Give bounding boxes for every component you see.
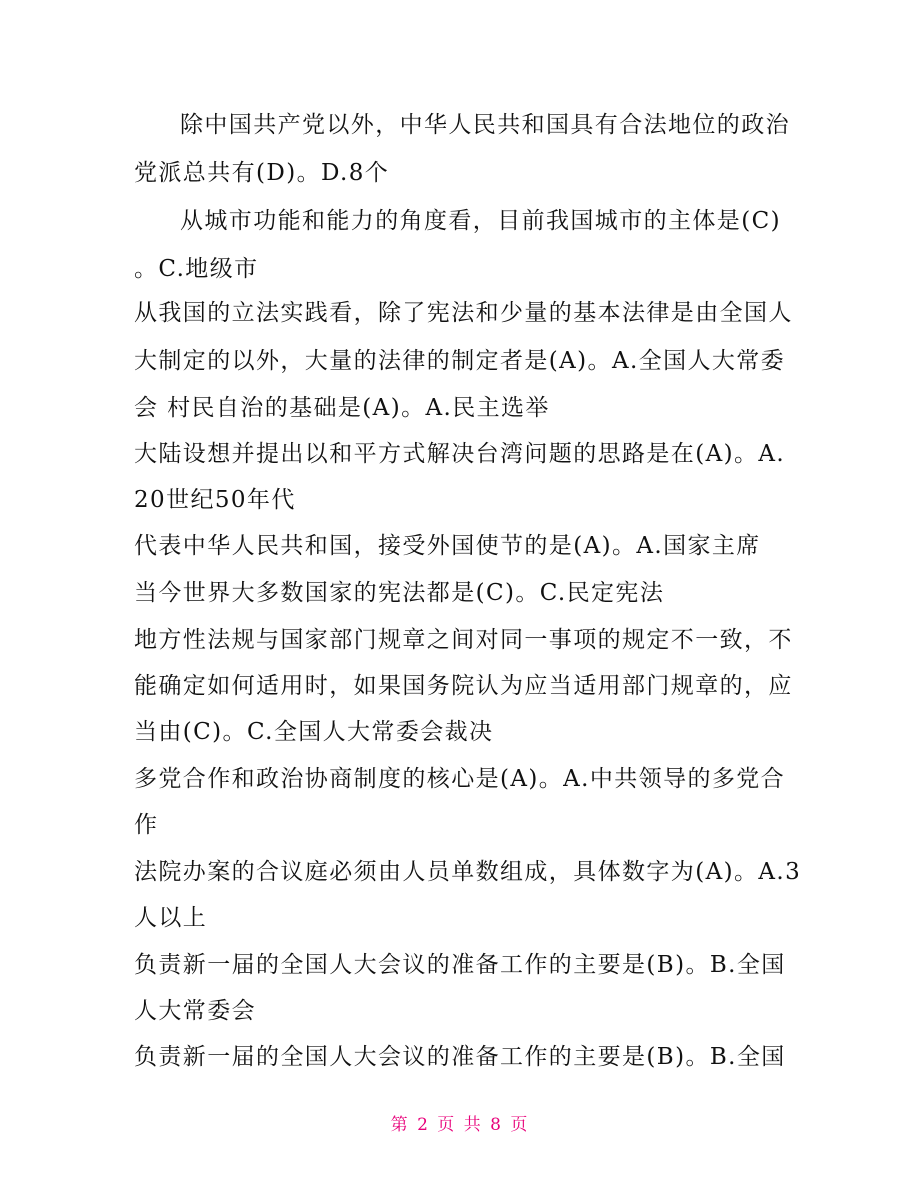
text-line-5: 从我国的立法实践看，除了宪法和少量的基本法律是由全国人 [134, 300, 793, 326]
text-line-4: 。C.地级市 [134, 256, 259, 282]
text-line-8: 大陆设想并提出以和平方式解决台湾问题的思路是在(A)。A. [134, 441, 786, 467]
text-line-21: 负责新一届的全国人大会议的准备工作的主要是(B)。B.全国 [134, 1044, 786, 1070]
text-line-3: 从城市功能和能力的角度看，目前我国城市的主体是(C) [180, 208, 781, 234]
text-line-19: 负责新一届的全国人大会议的准备工作的主要是(B)。B.全国 [134, 952, 786, 978]
text-line-6: 大制定的以外，大量的法律的制定者是(A)。A.全国人大常委 [134, 348, 786, 374]
text-line-12: 地方性法规与国家部门规章之间对同一事项的规定不一致，不 [134, 627, 793, 653]
text-line-7: 会 村民自治的基础是(A)。A.民主选举 [134, 395, 550, 421]
text-line-1: 除中国共产党以外，中华人民共和国具有合法地位的政治 [180, 112, 790, 138]
text-line-13: 能确定如何适用时，如果国务院认为应当适用部门规章的，应 [134, 673, 793, 699]
text-line-9: 20世纪50年代 [134, 487, 296, 513]
text-line-14: 当由(C)。C.全国人大常委会裁决 [134, 719, 494, 745]
text-line-16: 作 [134, 812, 159, 838]
text-line-15: 多党合作和政治协商制度的核心是(A)。A.中共领导的多党合 [134, 766, 786, 792]
text-line-17: 法院办案的合议庭必须由人员单数组成，具体数字为(A)。A.3 [134, 859, 802, 885]
text-line-11: 当今世界大多数国家的宪法都是(C)。C.民定宪法 [134, 580, 665, 606]
text-line-20: 人大常委会 [134, 998, 256, 1024]
text-line-18: 人以上 [134, 905, 208, 931]
text-line-2: 党派总共有(D)。D.8个 [134, 160, 390, 186]
text-line-10: 代表中华人民共和国，接受外国使节的是(A)。A.国家主席 [134, 533, 761, 559]
page-number-footer: 第 2 页 共 8 页 [390, 1115, 530, 1135]
